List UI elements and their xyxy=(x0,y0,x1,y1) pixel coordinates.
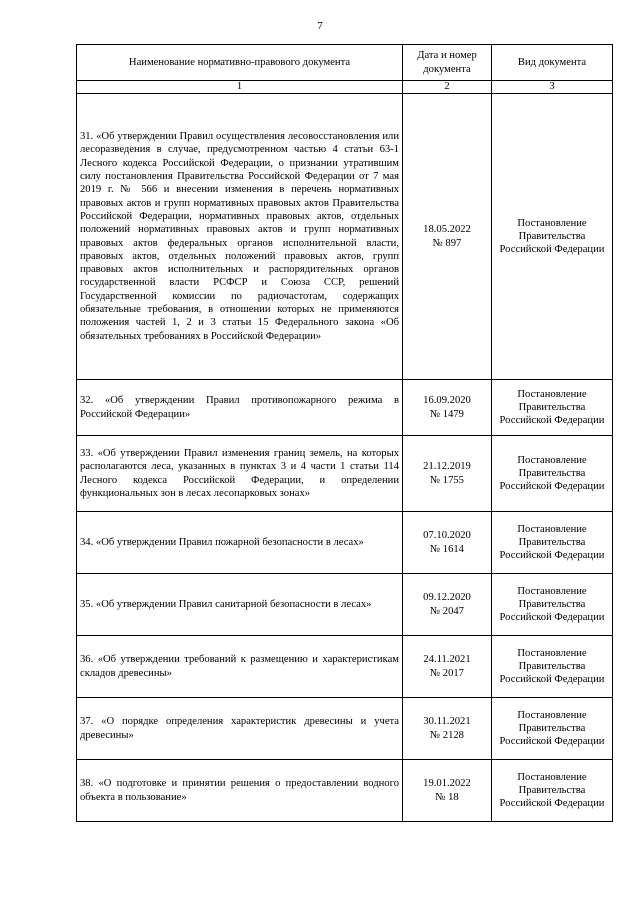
header-date: Дата и номер документа xyxy=(403,45,492,81)
document-name: 32. «Об утверждении Правил противопожарного режима в Российской Федерации» xyxy=(77,380,403,436)
table-row xyxy=(77,574,613,636)
document-kind: Постановление Правительства Российской Федерации xyxy=(492,760,613,822)
table-row xyxy=(77,636,613,698)
page-number: 7 xyxy=(317,20,323,32)
document-number: № 1479 xyxy=(430,408,464,420)
document-name: 31. «Об утверждении Правил осуществления лесовосстановления или лесоразведения в случае, предусмотренном частью 4 статьи 63-1 Лесного кодекса Российской Федерации, о признании утратившим силу постановления Правительства Российской Федерации от 7 мая 2019 г. № 566 и внесении изменения в перечень нормативных правовых актов и групп нормативных правовых актов Правительства Российской Федерации, нормативных правовых актов, отдельных положений нормативных правовых актов и групп нормативных правовых актов федеральных органов исполнительной власти, правовых актов, отдельных положений правовых актов, групп правовых актов исполнительных и распорядительных органов государственной власти РСФСР и Союза ССР, решений Государственной комиссии по радиочастотам, содержащих обязательные требования, в отношении которых не применяются положения частей 1, 2 и 3 статьи 15 Федерального закона «Об обязательных требованиях в Российской Федерации» xyxy=(77,94,403,380)
header-kind: Вид документа xyxy=(492,45,613,81)
table-row xyxy=(77,698,613,760)
document-kind: Постановление Правительства Российской Федерации xyxy=(492,380,613,436)
document-date-number xyxy=(403,574,492,636)
document-name: 33. «Об утверждении Правил изменения границ земель, на которых располагаются леса, указанных в пунктах 3 и 4 части 1 статьи 114 Лесного кодекса Российской Федерации, и определении функциональных зон в лесах лесопарковых зонах» xyxy=(77,436,403,512)
document-kind: Постановление Правительства Российской Федерации xyxy=(492,574,613,636)
document-date: 07.10.2020 xyxy=(423,530,471,542)
header-name: Наименование нормативно-правового документа xyxy=(77,45,403,81)
table-row xyxy=(77,380,613,436)
column-numbers-row xyxy=(77,81,613,94)
document-date: 16.09.2020 xyxy=(423,395,471,407)
document-name: 35. «Об утверждении Правил санитарной безопасности в лесах» xyxy=(77,574,403,636)
document-kind: Постановление Правительства Российской Федерации xyxy=(492,94,613,380)
document-number: № 2017 xyxy=(430,667,464,679)
document-date: 24.11.2021 xyxy=(423,654,471,666)
column-number-1: 1 xyxy=(77,81,403,94)
document-number: № 1755 xyxy=(430,474,464,486)
documents-table xyxy=(76,44,613,822)
table-row xyxy=(77,760,613,822)
document-date: 19.01.2022 xyxy=(423,778,471,790)
document-number: № 1614 xyxy=(430,543,464,555)
column-number-2: 2 xyxy=(403,81,492,94)
document-date-number xyxy=(403,94,492,380)
document-date: 18.05.2022 xyxy=(423,224,471,236)
document-name: 37. «О порядке определения характеристик древесины и учета древесины» xyxy=(77,698,403,760)
document-date-number xyxy=(403,436,492,512)
table-row xyxy=(77,512,613,574)
document-number: № 2047 xyxy=(430,605,464,617)
document-date: 30.11.2021 xyxy=(423,716,471,728)
document-date-number xyxy=(403,760,492,822)
document-kind: Постановление Правительства Российской Федерации xyxy=(492,436,613,512)
document-date: 21.12.2019 xyxy=(423,461,471,473)
document-name: 38. «О подготовке и принятии решения о предоставлении водного объекта в пользование» xyxy=(77,760,403,822)
table-row xyxy=(77,436,613,512)
table-row xyxy=(77,94,613,380)
document-name: 36. «Об утверждении требований к размещению и характеристикам складов древесины» xyxy=(77,636,403,698)
document-date: 09.12.2020 xyxy=(423,592,471,604)
document-kind: Постановление Правительства Российской Федерации xyxy=(492,636,613,698)
document-kind: Постановление Правительства Российской Федерации xyxy=(492,512,613,574)
document-number: № 2128 xyxy=(430,729,464,741)
document-name: 34. «Об утверждении Правил пожарной безопасности в лесах» xyxy=(77,512,403,574)
document-date-number xyxy=(403,380,492,436)
document-date-number xyxy=(403,512,492,574)
document-number: № 897 xyxy=(432,237,462,249)
document-date-number xyxy=(403,698,492,760)
table-header-row xyxy=(77,45,613,81)
column-number-3: 3 xyxy=(492,81,613,94)
document-kind: Постановление Правительства Российской Федерации xyxy=(492,698,613,760)
document-date-number xyxy=(403,636,492,698)
document-number: № 18 xyxy=(435,791,459,803)
